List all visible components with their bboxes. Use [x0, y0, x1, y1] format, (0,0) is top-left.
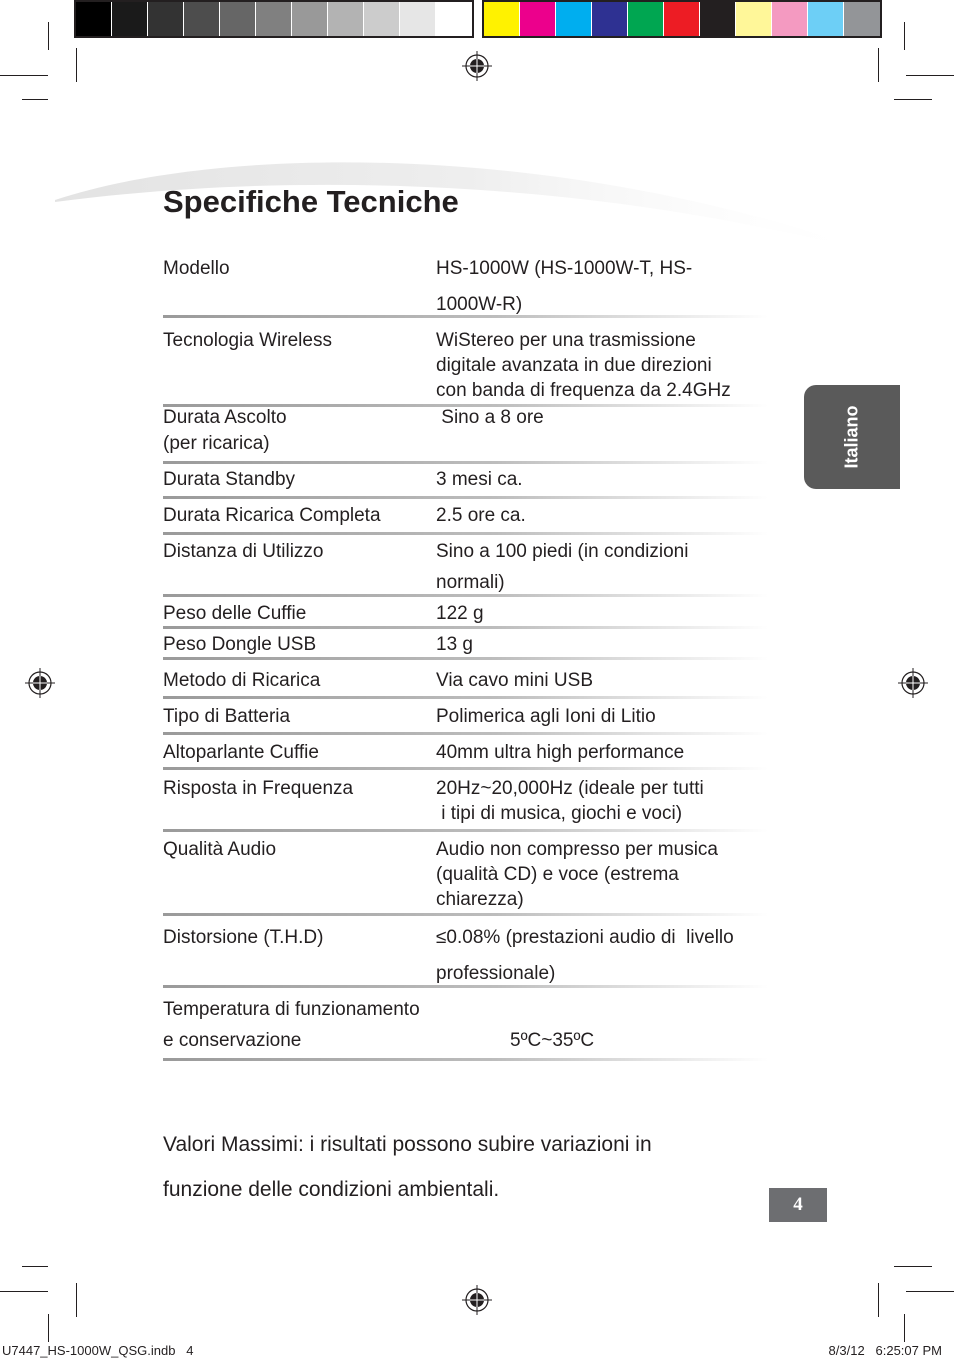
registration-mark-icon: [462, 51, 492, 81]
spec-value: normali): [436, 572, 505, 593]
spec-value: 13 g: [436, 634, 473, 655]
page-title: Specifiche Tecniche: [163, 184, 459, 219]
color-swatch: [592, 2, 628, 36]
row-divider: [163, 315, 768, 318]
color-swatch: [184, 2, 220, 36]
row-divider: [163, 1058, 768, 1061]
row-divider: [163, 829, 768, 832]
spec-value: con banda di frequenza da 2.4GHz: [436, 380, 731, 401]
spec-value: WiStereo per una trasmissione: [436, 330, 696, 351]
color-swatch: [520, 2, 556, 36]
spec-value: professionale): [436, 963, 556, 984]
crop-mark: [894, 1266, 932, 1267]
spec-label: Tecnologia Wireless: [163, 330, 332, 351]
color-swatch: [628, 2, 664, 36]
spec-value: 2.5 ore ca.: [436, 505, 526, 526]
color-swatch: [328, 2, 364, 36]
color-swatch: [436, 2, 472, 36]
spec-value: 5ºC~35ºC: [510, 1030, 595, 1051]
spec-value: HS-1000W (HS-1000W-T, HS-: [436, 258, 693, 279]
color-swatch: [808, 2, 844, 36]
spec-label: Distanza di Utilizzo: [163, 541, 324, 562]
crop-mark: [904, 1314, 905, 1342]
crop-mark: [0, 1291, 48, 1292]
crop-mark: [906, 75, 954, 76]
footnote: [163, 1122, 763, 1212]
color-swatch: [76, 2, 112, 36]
color-swatch: [700, 2, 736, 36]
color-swatch: [112, 2, 148, 36]
slug-timestamp: 8/3/12 6:25:07 PM: [828, 1343, 942, 1358]
slug-file-info: U7447_HS-1000W_QSG.indb 4: [2, 1343, 194, 1358]
grayscale-color-bar: [74, 0, 474, 38]
footnote-line: funzione delle condizioni ambientali.: [163, 1178, 500, 1201]
spec-value: 122 g: [436, 603, 484, 624]
crop-mark: [22, 1266, 48, 1267]
color-swatch: [772, 2, 808, 36]
spec-label: Risposta in Frequenza: [163, 778, 354, 799]
row-divider: [163, 767, 768, 770]
color-swatch: [664, 2, 700, 36]
spec-value: ≤0.08% (prestazioni audio di livello: [436, 927, 734, 948]
color-swatch: [364, 2, 400, 36]
spec-label: Distorsione (T.H.D): [163, 927, 324, 948]
crop-mark: [0, 75, 48, 76]
color-swatch: [844, 2, 880, 36]
spec-value: Polimerica agli Ioni di Litio: [436, 706, 656, 727]
crop-mark: [878, 1283, 879, 1317]
spec-label: Peso Dongle USB: [163, 634, 317, 655]
spec-label: Metodo di Ricarica: [163, 670, 321, 691]
row-divider: [163, 732, 768, 735]
language-tab-label: Italiano: [841, 405, 862, 469]
spec-label: Peso delle Cuffie: [163, 603, 307, 624]
spec-label: Durata Ricarica Completa: [163, 505, 381, 526]
language-tab: [804, 385, 900, 489]
crop-mark: [76, 48, 77, 82]
spec-label: e conservazione: [163, 1030, 302, 1051]
row-divider: [163, 696, 768, 699]
spec-label: Tipo di Batteria: [163, 706, 291, 727]
registration-mark-icon: [898, 668, 928, 698]
color-swatch: [484, 2, 520, 36]
crop-mark: [48, 22, 49, 50]
crop-mark: [904, 22, 905, 50]
footnote-line: Valori Massimi: i risultati possono subire variazioni in: [163, 1133, 652, 1156]
registration-mark-icon: [462, 1285, 492, 1315]
spec-value: digitale avanzata in due direzioni: [436, 355, 712, 376]
row-divider: [163, 496, 768, 499]
row-divider: [163, 532, 768, 535]
row-divider: [163, 657, 768, 660]
spec-value: 40mm ultra high performance: [436, 742, 685, 763]
spec-label: (per ricarica): [163, 433, 270, 454]
spec-value: chiarezza): [436, 889, 524, 910]
spec-value: Via cavo mini USB: [436, 670, 593, 691]
crop-mark: [906, 1291, 954, 1292]
color-swatch: [220, 2, 256, 36]
row-divider: [163, 594, 768, 597]
spec-value: Sino a 100 piedi (in condizioni: [436, 541, 689, 562]
spec-value: (qualità CD) e voce (estrema: [436, 864, 679, 885]
color-swatch: [400, 2, 436, 36]
color-swatch: [148, 2, 184, 36]
spec-label: Durata Standby: [163, 469, 296, 490]
spec-label: Durata Ascolto: [163, 407, 287, 428]
row-divider: [163, 985, 768, 988]
crop-mark: [22, 99, 48, 100]
color-swatch: [556, 2, 592, 36]
process-color-bar: [482, 0, 882, 38]
row-divider: [163, 461, 768, 464]
color-swatch: [292, 2, 328, 36]
crop-mark: [878, 48, 879, 82]
row-divider: [163, 626, 768, 629]
spec-value: 1000W-R): [436, 294, 523, 315]
page-number: 4: [769, 1188, 827, 1222]
spec-label: Altoparlante Cuffie: [163, 742, 319, 763]
row-divider: [163, 913, 768, 916]
spec-value: 3 mesi ca.: [436, 469, 523, 490]
color-swatch: [256, 2, 292, 36]
crop-mark: [76, 1283, 77, 1317]
color-swatch: [736, 2, 772, 36]
spec-label: Modello: [163, 258, 230, 279]
spec-value: Audio non compresso per musica: [436, 839, 718, 860]
crop-mark: [48, 1314, 49, 1342]
spec-value: 20Hz~20,000Hz (ideale per tutti: [436, 778, 704, 799]
spec-label: Temperatura di funzionamento: [163, 999, 420, 1020]
spec-value: i tipi di musica, giochi e voci): [436, 803, 683, 824]
crop-mark: [894, 99, 932, 100]
spec-value: Sino a 8 ore: [436, 407, 544, 428]
registration-mark-icon: [25, 668, 55, 698]
spec-label: Qualità Audio: [163, 839, 277, 860]
